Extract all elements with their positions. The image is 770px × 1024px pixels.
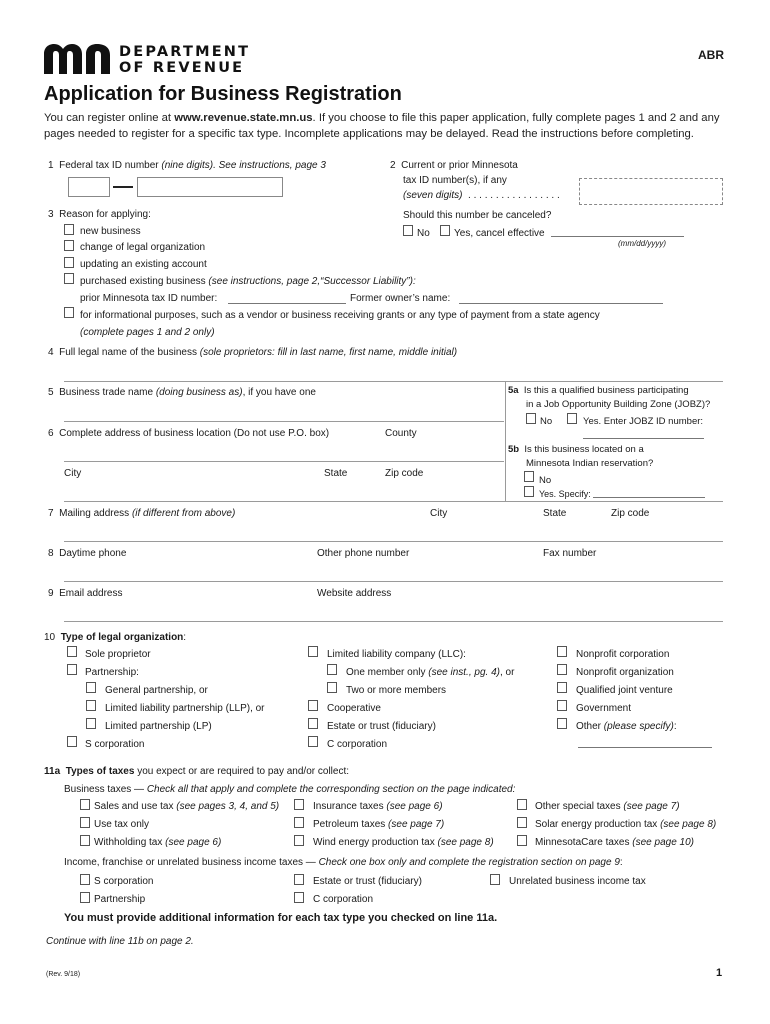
q11a-label: 11a Types of taxes you expect or are required to pay and/or collect: (44, 766, 350, 777)
jobz-divider (505, 381, 506, 501)
reservation-no-checkbox[interactable] (524, 471, 534, 482)
s-corp-label: S corporation (85, 739, 145, 750)
sales-use-tax-checkbox[interactable] (80, 799, 90, 810)
prior-tax-id-input[interactable] (228, 303, 346, 304)
q7-label: 7 Mailing address (if different from above) (48, 508, 236, 519)
cancel-yes-checkbox[interactable] (440, 225, 450, 236)
other-org-specify-input[interactable] (578, 747, 712, 748)
wind-energy-tax-checkbox[interactable] (294, 835, 304, 846)
cooperative-checkbox[interactable] (308, 700, 318, 711)
partnership-label: Partnership: (85, 667, 139, 678)
q3-label: 3 Reason for applying: (48, 209, 151, 220)
q6-state-label: State (324, 468, 348, 479)
insurance-tax-label: Insurance taxes (see page 6) (313, 801, 443, 812)
s-corp-checkbox[interactable] (67, 736, 77, 747)
insurance-tax-checkbox[interactable] (294, 799, 304, 810)
reservation-no-label: No (539, 475, 552, 486)
income-partnership-label: Partnership (94, 894, 146, 905)
informational-note: (complete pages 1 and 2 only) (80, 327, 215, 338)
nonprofit-org-label: Nonprofit organization (576, 667, 674, 678)
former-owner-input[interactable] (459, 303, 663, 304)
llp-label: Limited liability partnership (LLP), or (105, 703, 265, 714)
q6-zip-label: Zip code (385, 468, 424, 479)
date-format-hint: (mm/dd/yyyy) (618, 239, 666, 248)
q7-zip-label: Zip code (611, 508, 650, 519)
income-taxes-heading: Income, franchise or unrelated business income taxes — Check one box only and complete the registration section on page 9: (64, 857, 623, 868)
new-business-checkbox[interactable] (64, 224, 74, 235)
purchased-business-label: purchased existing business (see instructions, page 2,“Successor Liability”): (80, 276, 416, 287)
two-members-label: Two or more members (346, 685, 447, 696)
cancel-question: Should this number be canceled? (403, 210, 552, 221)
solar-energy-tax-checkbox[interactable] (517, 817, 527, 828)
general-partnership-label: General partnership, or (105, 685, 208, 696)
cancel-date-input[interactable] (551, 236, 684, 237)
income-c-corp-checkbox[interactable] (294, 892, 304, 903)
phone-input[interactable] (64, 581, 723, 582)
legal-name-input[interactable] (64, 381, 723, 382)
q2-label-line3: (seven digits) . . . . . . . . . . . . . . . . . (403, 190, 560, 201)
unrelated-income-checkbox[interactable] (490, 874, 500, 885)
business-taxes-heading: Business taxes — Check all that apply and complete the corresponding section on the page indicated: (64, 784, 516, 795)
solar-energy-tax-label: Solar energy production tax (see page 8) (535, 819, 717, 830)
q7-state-label: State (543, 508, 567, 519)
other-org-label: Other (please specify): (576, 721, 677, 732)
c-corp-label: C corporation (327, 739, 388, 750)
income-estate-label: Estate or trust (fiduciary) (313, 876, 422, 887)
nonprofit-org-checkbox[interactable] (557, 664, 567, 675)
other-special-tax-label: Other special taxes (see page 7) (535, 801, 680, 812)
purchased-business-checkbox[interactable] (64, 273, 74, 284)
page-number: 1 (716, 967, 723, 979)
income-s-corp-label: S corporation (94, 876, 154, 887)
estate-trust-label: Estate or trust (fiduciary) (327, 721, 436, 732)
jobz-yes-checkbox[interactable] (567, 413, 577, 424)
nonprofit-corp-label: Nonprofit corporation (576, 649, 670, 660)
wind-energy-tax-label: Wind energy production tax (see page 8) (313, 837, 494, 848)
cooperative-label: Cooperative (327, 703, 381, 714)
fax-label: Fax number (543, 548, 597, 559)
q8-label: 8 Daytime phone (48, 548, 127, 559)
unrelated-income-label: Unrelated business income tax (509, 876, 646, 887)
cancel-no-label: No (417, 228, 430, 239)
revision-date: (Rev. 9/18) (46, 971, 81, 978)
other-org-checkbox[interactable] (557, 718, 567, 729)
change-legal-org-label: change of legal organization (80, 242, 206, 253)
sales-use-tax-label: Sales and use tax (see pages 3, 4, and 5) (94, 801, 280, 812)
q1-label: 1 Federal tax ID number (nine digits). See instructions, page 3 (48, 160, 326, 171)
joint-venture-checkbox[interactable] (557, 682, 567, 693)
jobz-no-label: No (540, 416, 553, 427)
reservation-specify-input[interactable] (593, 497, 705, 498)
sole-proprietor-label: Sole proprietor (85, 649, 151, 660)
q7-city-label: City (430, 508, 448, 519)
jobz-id-input[interactable] (583, 438, 704, 439)
reservation-yes-label: Yes. Specify: (539, 489, 591, 499)
new-business-label: new business (80, 226, 141, 237)
nonprofit-corp-checkbox[interactable] (557, 646, 567, 657)
withholding-tax-label: Withholding tax (see page 6) (94, 837, 222, 848)
reservation-yes-checkbox[interactable] (524, 486, 534, 497)
intro-text: You can register online at www.revenue.state.mn.us. If you choose to file this paper application, fully complete pages 1 and 2 and any pages needed to register for a specific tax type. Incomplete applications may be delayed. Read the instructions before completing. (44, 112, 720, 140)
dash-separator (113, 186, 133, 188)
mncare-tax-checkbox[interactable] (517, 835, 527, 846)
income-s-corp-checkbox[interactable] (80, 874, 90, 885)
mncare-tax-label: MinnesotaCare taxes (see page 10) (535, 837, 694, 848)
federal-tax-id-prefix-input[interactable] (68, 177, 110, 197)
q5b-label: 5b Is this business located on a (508, 444, 644, 455)
mn-tax-id-input[interactable] (579, 178, 723, 205)
use-tax-label: Use tax only (94, 819, 150, 830)
other-special-tax-checkbox[interactable] (517, 799, 527, 810)
jobz-yes-label: Yes. Enter JOBZ ID number: (583, 416, 704, 427)
department-name: DEPARTMENT OF REVENUE (119, 44, 251, 76)
q2-label: 2 Current or prior Minnesota (390, 160, 518, 171)
government-label: Government (576, 703, 632, 714)
llc-label: Limited liability company (LLC): (327, 649, 466, 660)
informational-checkbox[interactable] (64, 307, 74, 318)
q6-city-label: City (64, 468, 82, 479)
change-legal-org-checkbox[interactable] (64, 240, 74, 251)
department-logo (44, 44, 110, 74)
government-checkbox[interactable] (557, 700, 567, 711)
trade-name-input[interactable] (64, 421, 504, 422)
one-member-label: One member only (see inst., pg. 4), or (346, 667, 515, 678)
sole-proprietor-checkbox[interactable] (67, 646, 77, 657)
estate-trust-checkbox[interactable] (308, 718, 318, 729)
lp-label: Limited partnership (LP) (105, 721, 212, 732)
petroleum-tax-checkbox[interactable] (294, 817, 304, 828)
llp-checkbox[interactable] (86, 700, 96, 711)
q10-label: 10 Type of legal organization: (44, 632, 187, 643)
income-estate-checkbox[interactable] (294, 874, 304, 885)
q9-label: 9 Email address (48, 588, 123, 599)
prior-tax-id-label: prior Minnesota tax ID number: (80, 293, 218, 304)
one-member-checkbox[interactable] (327, 664, 337, 675)
income-partnership-checkbox[interactable] (80, 892, 90, 903)
cancel-no-checkbox[interactable] (403, 225, 413, 236)
q6-label: 6 Complete address of business location (Do not use P.O. box) (48, 428, 330, 439)
llc-checkbox[interactable] (308, 646, 318, 657)
income-c-corp-label: C corporation (313, 894, 374, 905)
federal-tax-id-suffix-input[interactable] (137, 177, 283, 197)
business-address-input[interactable] (64, 461, 504, 462)
form-code: ABR (698, 48, 724, 62)
cancel-yes-label: Yes, cancel effective (454, 228, 545, 239)
partnership-checkbox[interactable] (67, 664, 77, 675)
website-label: Website address (317, 588, 392, 599)
must-provide-notice: You must provide additional information for each tax type you checked on line 11a. (64, 912, 498, 924)
c-corp-checkbox[interactable] (308, 736, 318, 747)
petroleum-tax-label: Petroleum taxes (see page 7) (313, 819, 445, 830)
use-tax-checkbox[interactable] (80, 817, 90, 828)
jobz-no-checkbox[interactable] (526, 413, 536, 424)
continue-note: Continue with line 11b on page 2. (46, 936, 194, 947)
other-phone-label: Other phone number (317, 548, 410, 559)
two-members-checkbox[interactable] (327, 682, 337, 693)
informational-label: for informational purposes, such as a vendor or business receiving grants or any type of payment from a state agency (80, 310, 600, 321)
mailing-address-input[interactable] (64, 541, 723, 542)
q5a-label-line2: in a Job Opportunity Building Zone (JOBZ)? (526, 399, 711, 410)
q5-label: 5 Business trade name (doing business as), if you have one (48, 387, 316, 398)
former-owner-label: Former owner’s name: (350, 293, 451, 304)
general-partnership-checkbox[interactable] (86, 682, 96, 693)
joint-venture-label: Qualified joint venture (576, 685, 673, 696)
q6-county-label: County (385, 428, 417, 439)
updating-account-label: updating an existing account (80, 259, 207, 270)
q5a-label: 5a Is this a qualified business participating (508, 385, 689, 396)
withholding-tax-checkbox[interactable] (80, 835, 90, 846)
q5b-label-line2: Minnesota Indian reservation? (526, 458, 654, 469)
email-input[interactable] (64, 621, 723, 622)
business-city-input[interactable] (64, 501, 723, 502)
lp-checkbox[interactable] (86, 718, 96, 729)
q2-label-line2: tax ID number(s), if any (403, 175, 507, 186)
q4-label: 4 Full legal name of the business (sole proprietors: fill in last name, first name, middle initial) (48, 347, 458, 358)
page-title: Application for Business Registration (44, 83, 402, 105)
updating-account-checkbox[interactable] (64, 257, 74, 268)
